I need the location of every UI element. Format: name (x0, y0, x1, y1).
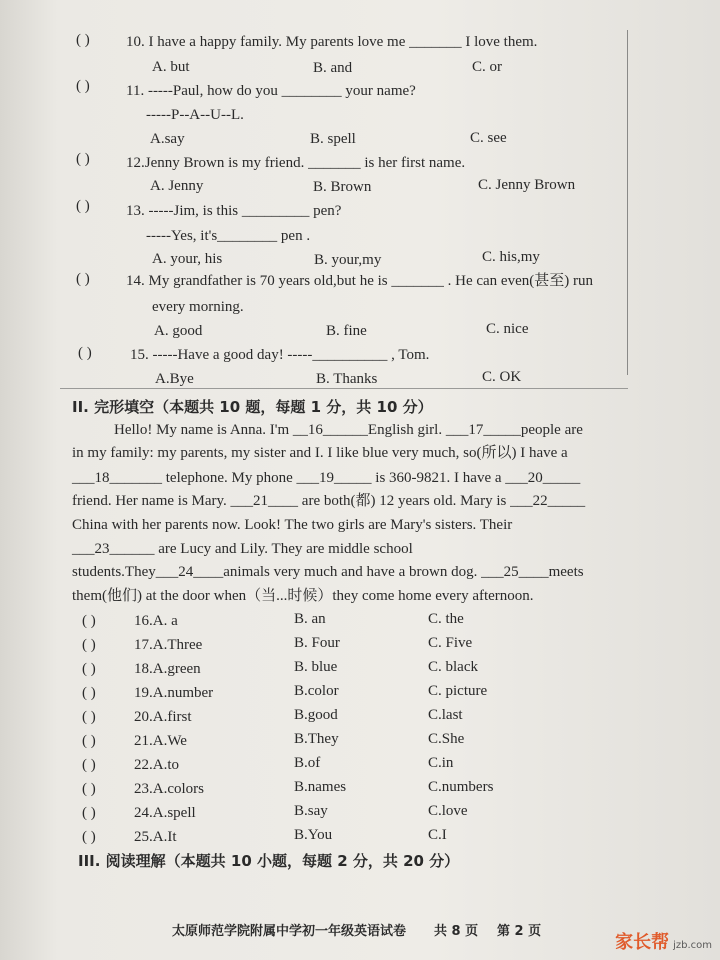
question-14-continuation: every morning. (152, 299, 244, 315)
watermark-brand: 家长帮 (615, 932, 670, 953)
answer-paren-25: ( ) (82, 829, 96, 845)
section-2-heading: II. 完形填空（本题共 10 题，每题 1 分，共 10 分） (72, 398, 433, 416)
cloze-19-option-b: B.color (294, 683, 339, 699)
cloze-22-option-a: 22.A.to (134, 757, 179, 773)
passage-line-2: in my family: my parents, my sister and I. I like blue very much, so(所以) I have a (72, 445, 568, 461)
passage-line-5: China with her parents now. Look! The two girls are Mary's sisters. Their (72, 517, 513, 533)
passage-line-8: them(他们) at the door when（当...时候）they come home every afternoon. (72, 588, 534, 604)
cloze-25-option-a: 25.A.It (134, 829, 177, 845)
cloze-24-option-a: 24.A.spell (134, 805, 196, 821)
cloze-16-option-c: C. the (428, 611, 464, 627)
q14-option-c: C. nice (486, 321, 529, 337)
cloze-20-option-c: C.last (428, 707, 463, 723)
cloze-23-option-b: B.names (294, 779, 347, 795)
cloze-17-option-c: C. Five (428, 635, 473, 651)
cloze-25-option-c: C.I (428, 827, 447, 843)
cloze-24-option-c: C.love (428, 803, 468, 819)
cloze-16-option-a: 16.A. a (134, 613, 178, 629)
q10-option-b: B. and (313, 60, 353, 76)
q10-option-c: C. or (472, 59, 502, 75)
question-14-stem: 14. My grandfather is 70 years old,but he is _______ . He can even(甚至) run (126, 273, 593, 289)
answer-paren-23: ( ) (82, 781, 96, 797)
cloze-18-option-c: C. black (428, 659, 478, 675)
q14-option-a: A. good (154, 323, 203, 339)
answer-paren-20: ( ) (82, 709, 96, 725)
answer-paren-13: ( ) (76, 198, 90, 214)
question-11-reply: -----P--A--U--L. (146, 107, 244, 123)
passage-line-7: students.They___24____animals very much and have a brown dog. ___25____meets (72, 564, 584, 580)
answer-paren-17: ( ) (82, 637, 96, 653)
cloze-21-option-b: B.They (294, 731, 339, 747)
cloze-21-option-c: C.She (428, 731, 465, 747)
q14-option-b: B. fine (326, 323, 367, 339)
answer-paren-15: ( ) (78, 345, 92, 361)
cloze-23-option-a: 23.A.colors (134, 781, 204, 797)
answer-paren-16: ( ) (82, 613, 96, 629)
passage-line-1: Hello! My name is Anna. I'm __16______English girl. ___17_____people are (114, 422, 583, 438)
q11-option-c: C. see (470, 130, 507, 146)
question-13-stem: 13. -----Jim, is this _________ pen? (126, 203, 342, 219)
cloze-20-option-b: B.good (294, 707, 338, 723)
cloze-25-option-b: B.You (294, 827, 333, 843)
question-11-stem: 11. -----Paul, how do you ________ your name? (126, 83, 416, 99)
answer-paren-10: ( ) (76, 32, 90, 48)
cloze-17-option-b: B. Four (294, 635, 340, 651)
watermark-url: jzb.com (673, 940, 712, 951)
cloze-23-option-c: C.numbers (428, 779, 494, 795)
footer-school-title: 太原师范学院附属中学初一年级英语试卷 (172, 924, 407, 939)
q12-option-a: A. Jenny (150, 178, 204, 194)
answer-paren-21: ( ) (82, 733, 96, 749)
passage-line-3: ___18_______ telephone. My phone ___19_____ is 360-9821. I have a ___20_____ (72, 470, 581, 486)
passage-line-4: friend. Her name is Mary. ___21____ are both(都) 12 years old. Mary is ___22_____ (72, 493, 586, 509)
cloze-18-option-a: 18.A.green (134, 661, 201, 677)
q13-option-c: C. his,my (482, 249, 540, 265)
answer-paren-18: ( ) (82, 661, 96, 677)
question-13-reply: -----Yes, it's________ pen . (146, 228, 311, 244)
q13-option-b: B. your,my (314, 252, 382, 268)
margin-rule (627, 30, 628, 375)
q15-option-a: A.Bye (155, 371, 194, 387)
q15-option-c: C. OK (482, 369, 522, 385)
cloze-22-option-c: C.in (428, 755, 454, 771)
cloze-24-option-b: B.say (294, 803, 328, 819)
question-15-stem: 15. -----Have a good day! -----__________ , Tom. (130, 347, 430, 363)
question-12-stem: 12.Jenny Brown is my friend. _______ is her first name. (126, 155, 466, 171)
footer-total-pages: 共 8 页 (434, 924, 479, 939)
answer-paren-19: ( ) (82, 685, 96, 701)
answer-paren-11: ( ) (76, 78, 90, 94)
answer-paren-24: ( ) (82, 805, 96, 821)
answer-paren-22: ( ) (82, 757, 96, 773)
question-10-stem: 10. I have a happy family. My parents love me _______ I love them. (126, 34, 538, 50)
passage-line-6: ___23______ are Lucy and Lily. They are middle school (72, 541, 413, 557)
q11-option-a: A.say (150, 131, 185, 147)
q12-option-c: C. Jenny Brown (478, 177, 576, 193)
q13-option-a: A. your, his (152, 251, 223, 267)
q12-option-b: B. Brown (313, 179, 372, 195)
answer-paren-14: ( ) (76, 271, 90, 287)
q15-option-b: B. Thanks (316, 371, 378, 387)
watermark-logo (615, 928, 712, 954)
cloze-18-option-b: B. blue (294, 659, 338, 675)
section-divider (60, 388, 628, 389)
answer-paren-12: ( ) (76, 151, 90, 167)
cloze-19-option-a: 19.A.number (134, 685, 214, 701)
cloze-20-option-a: 20.A.first (134, 709, 192, 725)
q11-option-b: B. spell (310, 131, 356, 147)
cloze-16-option-b: B. an (294, 611, 326, 627)
cloze-17-option-a: 17.A.Three (134, 637, 203, 653)
q10-option-a: A. but (152, 59, 190, 75)
footer-page-number: 第 2 页 (497, 924, 542, 939)
cloze-22-option-b: B.of (294, 755, 321, 771)
cloze-19-option-c: C. picture (428, 683, 488, 699)
section-3-heading: III. 阅读理解（本题共 10 小题，每题 2 分，共 20 分） (78, 852, 460, 870)
cloze-21-option-a: 21.A.We (134, 733, 187, 749)
